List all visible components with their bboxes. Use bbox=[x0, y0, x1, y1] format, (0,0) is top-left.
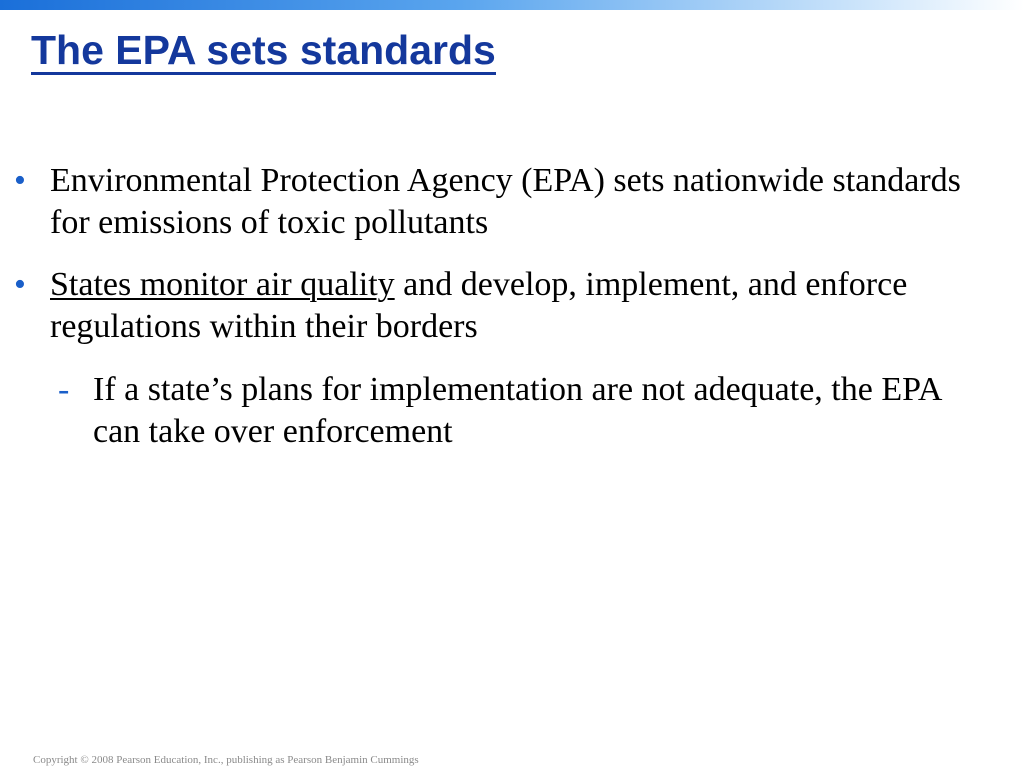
underlined-phrase: States monitor air quality bbox=[50, 266, 395, 303]
bullet-text-wrapper bbox=[50, 264, 980, 348]
sub-bullet-text: If a state’s plans for implementation are not adequate, the EPA can take over enforcement bbox=[93, 371, 941, 450]
bullet-text: and develop, implement, and enforce regulations within their borders bbox=[50, 266, 908, 345]
slide-title bbox=[31, 26, 496, 75]
top-gradient-bar bbox=[0, 0, 1024, 10]
slide-title-text: The EPA sets standards bbox=[31, 27, 496, 73]
sub-bullet-marker: - bbox=[58, 371, 70, 408]
bullet-marker: • bbox=[14, 266, 26, 303]
bullet-marker: • bbox=[14, 162, 26, 199]
bullet-text: Environmental Protection Agency (EPA) sets nationwide standards for emissions of toxic pollutants bbox=[50, 162, 961, 241]
copyright-footer: Copyright © 2008 Pearson Education, Inc., publishing as Pearson Benjamin Cummings bbox=[33, 754, 419, 766]
